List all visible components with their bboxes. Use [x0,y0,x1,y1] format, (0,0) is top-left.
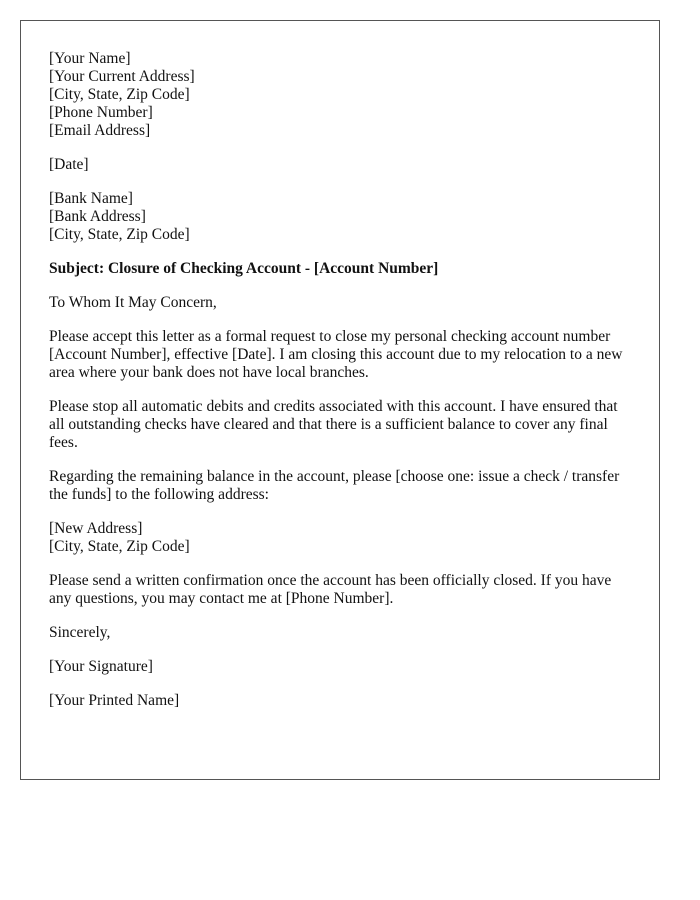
sender-email: [Email Address] [49,122,151,139]
sender-name: [Your Name] [49,50,131,67]
new-city-state-zip: [City, State, Zip Code] [49,538,190,555]
body-paragraph-2: Please stop all automatic debits and credits associated with this account. I have ensured that all outstanding checks have cleared and that there is a sufficient balance to cover any final fees. [49,398,618,451]
body-paragraph-1: Please accept this letter as a formal request to close my personal checking account number [Account Number], effective [Date]. I am closing this account due to my relocation to a new area where your bank does not have local branches. [49,328,623,381]
closing: Sincerely, [49,624,111,641]
subject-line: Subject: Closure of Checking Account - [Account Number] [49,260,439,277]
salutation: To Whom It May Concern, [49,294,217,311]
confirmation-paragraph: Please send a written confirmation once the account has been officially closed. If you have any questions, you may contact me at [Phone Number]. [49,572,612,607]
new-address-block [49,520,631,556]
body-paragraph-3: Regarding the remaining balance in the account, please [choose one: issue a check / transfer the funds] to the following address: [49,468,620,503]
sender-phone: [Phone Number] [49,104,153,121]
new-address: [New Address] [49,520,143,537]
letter-date: [Date] [49,156,89,173]
sender-city-state-zip: [City, State, Zip Code] [49,86,190,103]
sender-block [49,50,631,140]
sender-address: [Your Current Address] [49,68,195,85]
printed-name: [Your Printed Name] [49,692,180,709]
recipient-block [49,190,631,244]
letter-page [20,20,660,780]
recipient-bank-address: [Bank Address] [49,208,146,225]
recipient-city-state-zip: [City, State, Zip Code] [49,226,190,243]
recipient-bank-name: [Bank Name] [49,190,133,207]
signature-placeholder: [Your Signature] [49,658,153,675]
date-block [49,156,631,174]
